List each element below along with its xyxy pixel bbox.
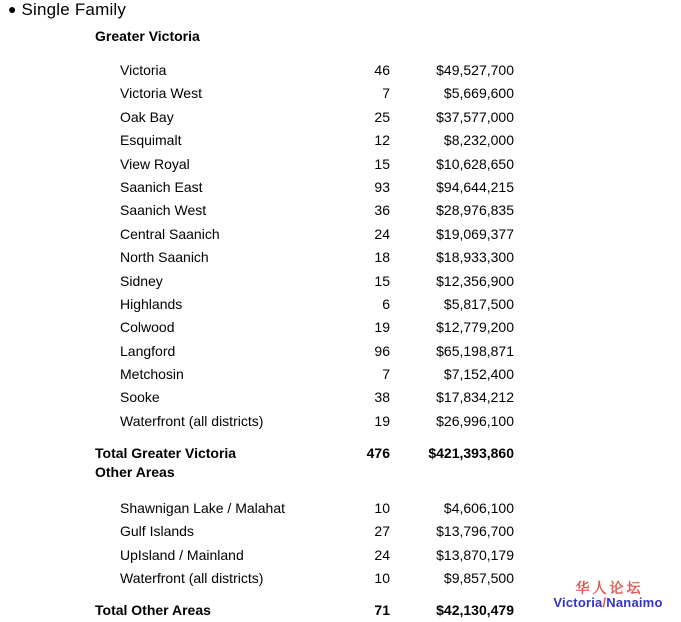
watermark [548, 581, 668, 609]
row-amount: $12,779,200 [436, 319, 514, 336]
row-amount: $18,933,300 [436, 249, 514, 266]
row-count: 36 [374, 202, 390, 219]
table-row [95, 316, 514, 339]
total-amount: $421,393,860 [428, 445, 514, 461]
row-count: 38 [374, 389, 390, 406]
row-count: 15 [374, 272, 390, 289]
row-label: Victoria West [120, 85, 202, 102]
row-amount: $13,796,700 [436, 523, 514, 540]
total-label: Total Other Areas [95, 602, 211, 618]
row-amount: $19,069,377 [436, 225, 514, 242]
row-amount: $12,356,900 [436, 272, 514, 289]
row-label: Central Saanich [120, 225, 220, 242]
table-row [95, 497, 514, 520]
total-label: Total Greater Victoria [95, 445, 237, 461]
row-count: 27 [374, 523, 390, 540]
row-amount: $13,870,179 [436, 546, 514, 563]
row-label: View Royal [120, 155, 190, 172]
row-amount: $5,669,600 [443, 85, 514, 102]
table-row [95, 386, 514, 409]
watermark-slash: / [602, 595, 607, 610]
row-count: 93 [374, 178, 390, 195]
total-other-areas-row [95, 598, 514, 622]
table-row [95, 270, 514, 293]
row-count: 24 [374, 225, 390, 242]
table-row [95, 567, 514, 590]
table-row [95, 199, 514, 222]
bullet-icon: ● [8, 1, 17, 17]
watermark-victoria: Victoria [553, 595, 603, 610]
table-row [95, 176, 514, 199]
row-amount: $5,817,500 [443, 295, 514, 312]
row-label: Waterfront (all districts) [120, 570, 264, 587]
table-row [95, 82, 514, 105]
table-row [95, 129, 514, 152]
page-title: Single Family [21, 0, 127, 19]
row-label: Metchosin [120, 366, 184, 383]
row-label: Gulf Islands [120, 523, 194, 540]
row-label: Highlands [120, 295, 183, 312]
table-row [95, 544, 514, 567]
row-count: 96 [374, 342, 390, 359]
row-label: Colwood [120, 319, 175, 336]
row-amount: $37,577,000 [436, 108, 514, 125]
table-row [95, 59, 514, 82]
table-row [95, 410, 514, 433]
row-count: 15 [374, 155, 390, 172]
row-count: 19 [374, 412, 390, 429]
row-label: Sooke [120, 389, 160, 406]
row-count: 10 [374, 500, 390, 516]
row-label: Esquimalt [120, 132, 182, 149]
row-amount: $7,152,400 [443, 366, 514, 383]
table-row [95, 153, 514, 176]
row-amount: $17,834,212 [436, 389, 514, 406]
table-row [95, 223, 514, 246]
total-greater-victoria-row [95, 441, 514, 465]
table-row [95, 293, 514, 316]
section-header-greater-victoria: Greater Victoria [95, 28, 200, 44]
total-count: 476 [366, 445, 390, 461]
row-label: UpIsland / Mainland [120, 546, 244, 563]
total-count: 71 [374, 602, 390, 618]
row-count: 46 [374, 62, 390, 78]
row-label: Langford [120, 342, 176, 359]
total-amount: $42,130,479 [436, 602, 514, 618]
table-row [95, 246, 514, 269]
row-label: Waterfront (all districts) [120, 412, 264, 429]
row-count: 18 [374, 249, 390, 266]
row-amount: $26,996,100 [436, 412, 514, 429]
row-amount: $10,628,650 [436, 155, 514, 172]
row-count: 24 [374, 546, 390, 563]
row-amount: $65,198,871 [436, 342, 514, 359]
row-count: 7 [382, 85, 390, 102]
row-count: 10 [374, 570, 390, 587]
row-amount: $94,644,215 [436, 178, 514, 195]
row-label: Oak Bay [120, 108, 174, 125]
row-amount: $4,606,100 [443, 500, 514, 516]
row-count: 25 [374, 108, 390, 125]
row-label: Sidney [120, 272, 163, 289]
report-title-row [8, 0, 126, 18]
row-amount: $49,527,700 [436, 62, 514, 78]
row-count: 19 [374, 319, 390, 336]
watermark-english-text [548, 596, 668, 609]
row-amount: $8,232,000 [443, 132, 514, 149]
table-row [95, 106, 514, 129]
row-count: 7 [382, 366, 390, 383]
table-row [95, 520, 514, 543]
table-row [95, 363, 514, 386]
table-row [95, 340, 514, 363]
greater-victoria-rows [95, 59, 514, 433]
row-count: 6 [382, 295, 390, 312]
section-header-other-areas: Other Areas [95, 464, 175, 480]
row-amount: $28,976,835 [436, 202, 514, 219]
row-label: Shawnigan Lake / Malahat [120, 500, 285, 516]
other-areas-rows [95, 497, 514, 591]
watermark-chinese-text: 华人论坛 [575, 580, 644, 596]
row-amount: $9,857,500 [443, 570, 514, 587]
row-label: Victoria [120, 62, 167, 78]
watermark-nanaimo: Nanaimo [606, 595, 663, 610]
row-label: Saanich West [120, 202, 207, 219]
row-count: 12 [374, 132, 390, 149]
row-label: North Saanich [120, 249, 209, 266]
row-label: Saanich East [120, 178, 203, 195]
